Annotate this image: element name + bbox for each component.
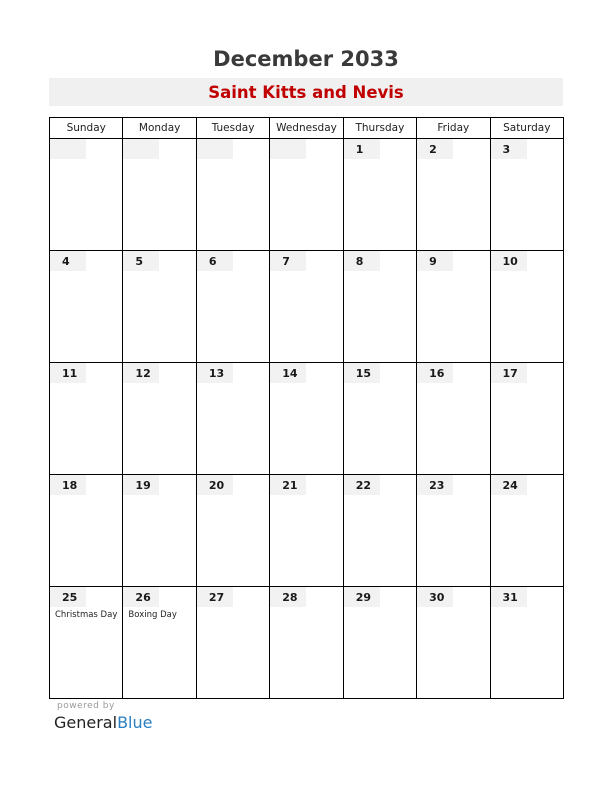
day-number: 23 — [417, 475, 453, 495]
day-cell — [123, 475, 196, 587]
day-cell — [196, 363, 269, 475]
day-cell — [123, 139, 196, 251]
weekday-friday: Friday — [417, 118, 490, 139]
day-number: 19 — [123, 475, 159, 495]
week-row — [50, 251, 564, 363]
day-number: 2 — [417, 139, 453, 159]
day-number: 18 — [50, 475, 86, 495]
day-number — [270, 139, 306, 159]
brand-general: General — [54, 713, 118, 732]
day-cell — [270, 475, 343, 587]
weekday-header-row — [50, 118, 564, 139]
day-number: 25 — [50, 587, 86, 607]
day-number: 12 — [123, 363, 159, 383]
day-number: 13 — [197, 363, 233, 383]
day-cell — [343, 587, 416, 699]
day-number: 24 — [491, 475, 527, 495]
week-row — [50, 475, 564, 587]
day-number: 5 — [123, 251, 159, 271]
weekday-saturday: Saturday — [490, 118, 563, 139]
day-cell — [270, 363, 343, 475]
day-cell — [123, 251, 196, 363]
day-number: 31 — [491, 587, 527, 607]
day-number: 4 — [50, 251, 86, 271]
week-row — [50, 139, 564, 251]
day-number: 17 — [491, 363, 527, 383]
weekday-sunday: Sunday — [50, 118, 123, 139]
powered-by-label: powered by — [57, 701, 115, 711]
day-cell — [417, 475, 490, 587]
generalblue-logo[interactable] — [54, 713, 152, 732]
day-cell — [417, 139, 490, 251]
day-number: 1 — [344, 139, 380, 159]
day-number: 21 — [270, 475, 306, 495]
day-number: 14 — [270, 363, 306, 383]
weekday-thursday: Thursday — [343, 118, 416, 139]
day-number: 16 — [417, 363, 453, 383]
day-number: 10 — [491, 251, 527, 271]
day-cell — [490, 363, 563, 475]
day-cell — [270, 139, 343, 251]
day-cell — [196, 251, 269, 363]
day-cell — [490, 587, 563, 699]
day-number: 7 — [270, 251, 306, 271]
day-cell — [123, 587, 196, 699]
weekday-monday: Monday — [123, 118, 196, 139]
country-name: Saint Kitts and Nevis — [208, 83, 404, 102]
day-cell — [196, 475, 269, 587]
day-number: 30 — [417, 587, 453, 607]
day-number — [50, 139, 86, 159]
day-cell — [490, 251, 563, 363]
day-cell — [270, 587, 343, 699]
day-cell — [196, 587, 269, 699]
day-cell — [343, 363, 416, 475]
day-cell — [490, 475, 563, 587]
day-cell — [343, 475, 416, 587]
day-number: 11 — [50, 363, 86, 383]
day-cell — [123, 363, 196, 475]
day-cell — [196, 139, 269, 251]
weekday-tuesday: Tuesday — [196, 118, 269, 139]
day-number: 22 — [344, 475, 380, 495]
day-cell — [50, 139, 123, 251]
day-cell — [270, 251, 343, 363]
day-number: 15 — [344, 363, 380, 383]
holiday-label: Boxing Day — [128, 610, 177, 620]
day-number — [123, 139, 159, 159]
day-cell — [417, 363, 490, 475]
holiday-label: Christmas Day — [55, 610, 118, 620]
day-cell — [490, 139, 563, 251]
day-cell — [343, 251, 416, 363]
day-number: 28 — [270, 587, 306, 607]
day-number: 8 — [344, 251, 380, 271]
day-number: 20 — [197, 475, 233, 495]
day-cell — [50, 475, 123, 587]
country-banner — [49, 78, 563, 106]
calendar-title: December 2033 — [213, 47, 399, 71]
day-number: 29 — [344, 587, 380, 607]
week-row — [50, 587, 564, 699]
week-row — [50, 363, 564, 475]
day-cell — [50, 251, 123, 363]
weekday-wednesday: Wednesday — [270, 118, 343, 139]
day-cell — [417, 251, 490, 363]
day-number: 3 — [491, 139, 527, 159]
day-number — [197, 139, 233, 159]
calendar-grid — [49, 117, 564, 699]
day-number: 9 — [417, 251, 453, 271]
day-cell — [417, 587, 490, 699]
day-number: 26 — [123, 587, 159, 607]
brand-blue: Blue — [117, 713, 153, 732]
day-number: 27 — [197, 587, 233, 607]
day-number: 6 — [197, 251, 233, 271]
day-cell — [50, 587, 123, 699]
day-cell — [343, 139, 416, 251]
day-cell — [50, 363, 123, 475]
